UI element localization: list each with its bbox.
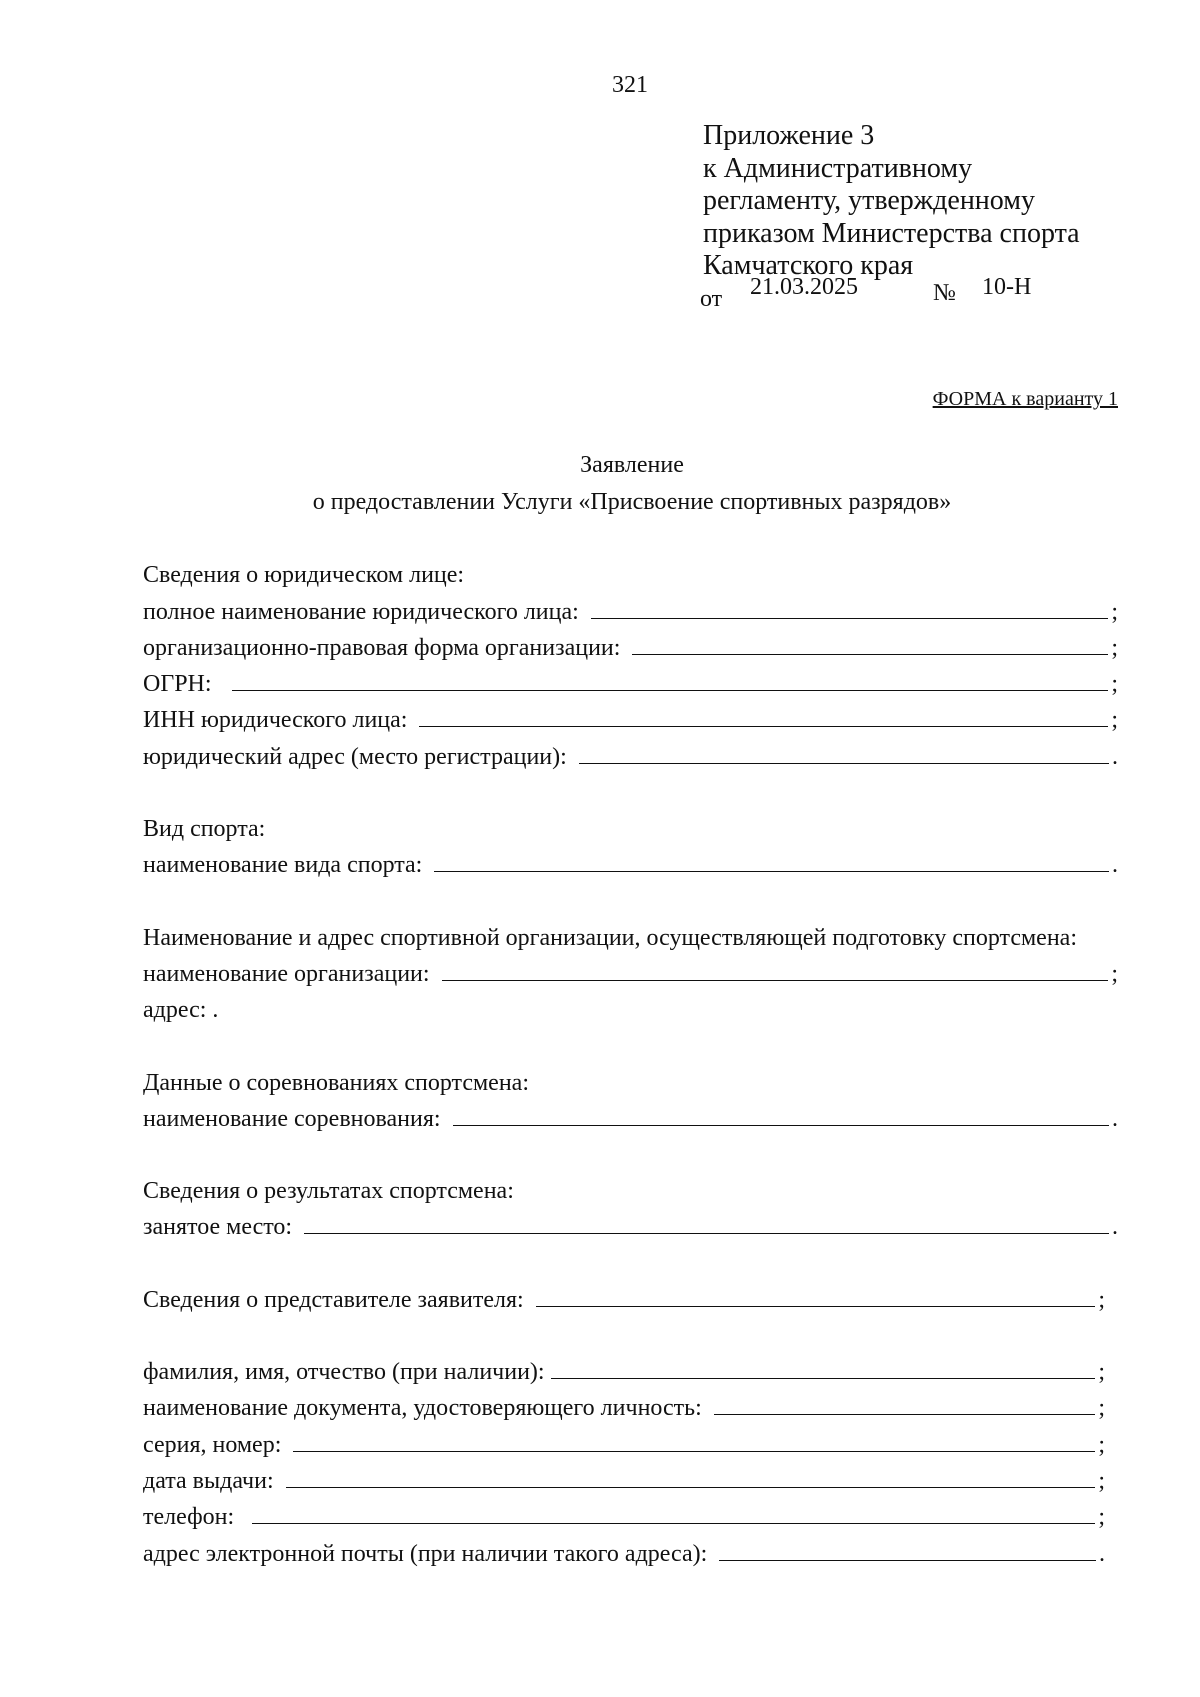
form-row [143,843,1118,879]
order-from-label: от [700,286,723,312]
field-label: серия, номер: [143,1431,282,1458]
page-number: 321 [612,72,648,98]
inn-field[interactable] [419,705,1108,727]
email-field[interactable] [719,1539,1096,1561]
section-heading [143,807,1118,843]
application-form [143,553,1118,1568]
row-punctuation: ; [1098,1504,1105,1531]
form-variant-label: ФОРМА к варианту 1 [932,388,1118,410]
competitions-heading: Данные о соревнованиях спортсмена: [143,1069,529,1096]
form-row [143,589,1118,625]
form-row [143,626,1118,662]
field-label: телефон: [143,1504,235,1531]
title-line-1: Заявление [580,452,684,478]
representative-heading: Сведения о представителе заявителя: [143,1286,524,1313]
organization-address-label: адрес: . [143,997,219,1024]
row-punctuation: ; [1111,707,1118,734]
row-punctuation: ; [1111,634,1118,661]
row-punctuation: ; [1098,1359,1105,1386]
form-row [143,1531,1105,1567]
row-punctuation: . [1112,852,1118,879]
form-row [143,734,1118,770]
form-row [143,1277,1105,1313]
appendix-line: к Административному [703,152,973,184]
form-row [143,1459,1105,1495]
field-label: наименование организации: [143,960,430,987]
form-row [143,698,1118,734]
appendix-block [703,120,1080,283]
field-label: юридический адрес (место регистрации): [143,743,567,770]
representative-field[interactable] [536,1285,1096,1307]
field-label: организационно-правовая форма организации: [143,634,621,661]
field-label: адрес электронной почты (при наличии такого адреса): [143,1540,708,1567]
row-punctuation: . [1099,1540,1105,1567]
field-label: ИНН юридического лица: [143,707,408,734]
appendix-line: приказом Министерства спорта [703,217,1080,249]
organization-name-field[interactable] [442,959,1109,981]
field-label: фамилия, имя, отчество (при наличии): [143,1359,545,1386]
form-row [143,1205,1118,1241]
appendix-line: регламенту, утвержденному [703,185,1035,216]
competition-name-field[interactable] [453,1104,1109,1126]
legal-entity-full-name-field[interactable] [591,597,1109,619]
row-punctuation: ; [1111,671,1118,698]
legal-entity-heading: Сведения о юридическом лице: [143,562,465,589]
results-heading: Сведения о результатах спортсмена: [143,1178,514,1205]
field-label: ОГРН: [143,671,212,698]
field-label: наименование соревнования: [143,1105,441,1132]
sport-name-field[interactable] [434,850,1109,872]
organization-heading: Наименование и адрес спортивной организации, осуществляющей подготовку спортсмена: [143,924,1077,951]
row-punctuation: ; [1098,1431,1105,1458]
form-row [143,1350,1105,1386]
series-number-field[interactable] [293,1430,1095,1452]
phone-field[interactable] [252,1502,1095,1524]
form-row [143,988,1118,1024]
form-row [143,662,1118,698]
field-label: наименование документа, удостоверяющего личность: [143,1395,702,1422]
ogrn-field[interactable] [232,669,1109,691]
document-title [0,447,1200,521]
section-heading [143,1060,1118,1096]
appendix-line: Камчатского края [703,250,914,281]
row-punctuation: ; [1098,1467,1105,1494]
id-document-field[interactable] [714,1393,1096,1415]
row-punctuation: ; [1111,960,1118,987]
order-number-sign: № [933,280,956,306]
row-punctuation: ; [1098,1286,1105,1313]
appendix-line: Приложение 3 [703,120,875,151]
order-number: 10-Н [982,274,1032,300]
row-punctuation: . [1112,1214,1118,1241]
title-line-2: о предоставлении Услуги «Присвоение спортивных разрядов» [312,489,952,515]
section-heading [143,915,1118,951]
representative-full-name-field[interactable] [551,1357,1096,1379]
form-row [143,952,1118,988]
form-row [143,1097,1118,1133]
row-punctuation: . [1112,1105,1118,1132]
section-heading [143,553,1118,589]
form-row [143,1386,1105,1422]
form-row [143,1495,1105,1531]
order-date: 21.03.2025 [750,274,858,300]
field-label: занятое место: [143,1214,293,1241]
section-heading [143,1169,1118,1205]
legal-address-field[interactable] [579,742,1109,764]
field-label: наименование вида спорта: [143,852,423,879]
row-punctuation: . [1112,743,1118,770]
row-punctuation: ; [1111,598,1118,625]
place-taken-field[interactable] [304,1212,1109,1234]
field-label: полное наименование юридического лица: [143,598,579,625]
row-punctuation: ; [1098,1395,1105,1422]
sport-heading: Вид спорта: [143,816,266,843]
field-label: дата выдачи: [143,1467,274,1494]
form-row [143,1422,1105,1458]
issue-date-field[interactable] [286,1466,1096,1488]
legal-form-field[interactable] [632,633,1108,655]
